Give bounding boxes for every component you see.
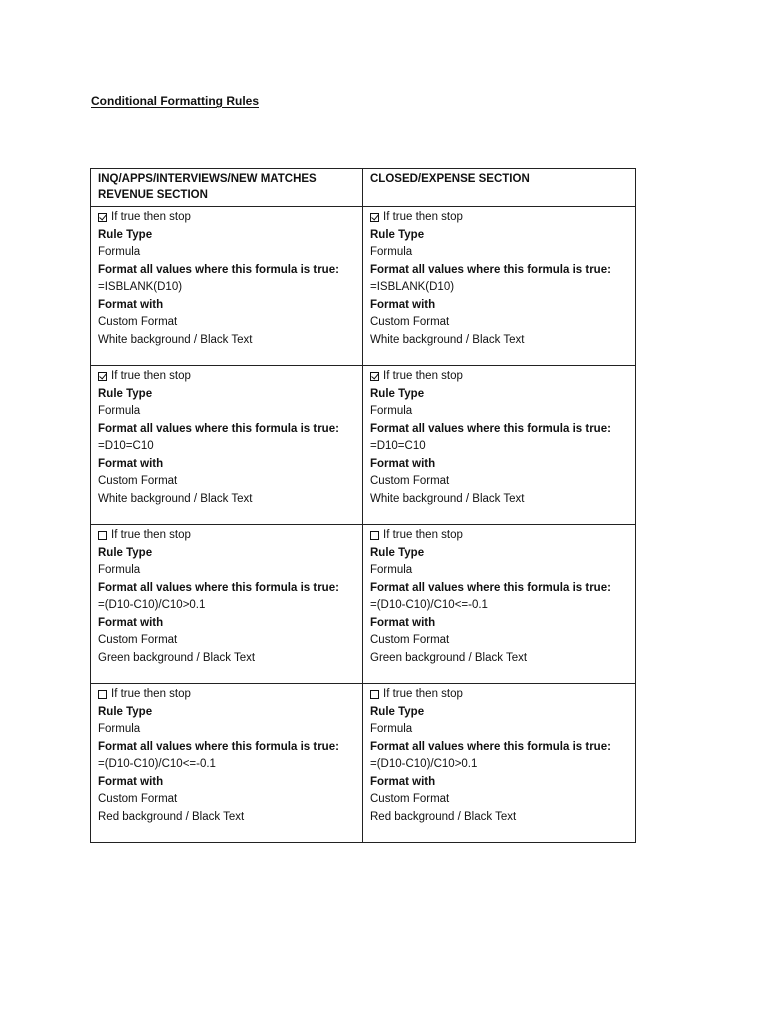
rule-cell-expense [363, 684, 636, 843]
formula-value: =D10=C10 [98, 440, 154, 452]
stop-if-true-label: If true then stop [383, 529, 463, 541]
format-type-value: Custom Format [370, 793, 450, 805]
stop-if-true-option [98, 209, 356, 227]
rule-type-value: Formula [98, 723, 141, 735]
formula-value: =(D10-C10)/C10>0.1 [370, 758, 478, 770]
rule-type-value: Formula [370, 723, 413, 735]
format-description: Red background / Black Text [98, 810, 245, 823]
checkbox-checked-icon [98, 213, 107, 222]
format-description: White background / Black Text [98, 492, 253, 505]
table-header-row [91, 169, 636, 207]
format-description: Green background / Black Text [98, 651, 256, 664]
rule-cell-expense [363, 207, 636, 366]
format-description: Green background / Black Text [370, 651, 528, 664]
rules-table-body [91, 207, 636, 843]
checkbox-checked-icon [370, 372, 379, 381]
format-description: White background / Black Text [370, 492, 525, 505]
rule-type-label: Rule Type [370, 705, 425, 718]
rule-type-label: Rule Type [370, 546, 425, 559]
stop-if-true-option [98, 368, 356, 386]
formula-label: Format all values where this formula is true: [370, 422, 611, 435]
rule-type-value: Formula [370, 405, 413, 417]
format-with-label: Format with [370, 616, 436, 629]
stop-if-true-label: If true then stop [383, 211, 463, 223]
formula-value: =(D10-C10)/C10<=-0.1 [98, 758, 216, 770]
stop-if-true-label: If true then stop [111, 211, 191, 223]
format-type-value: Custom Format [370, 316, 450, 328]
format-with-label: Format with [98, 616, 164, 629]
rule-cell-revenue [91, 207, 363, 366]
formula-value: =(D10-C10)/C10<=-0.1 [370, 599, 488, 611]
format-with-label: Format with [98, 298, 164, 311]
formula-label: Format all values where this formula is true: [98, 263, 339, 276]
rule-type-value: Formula [370, 564, 413, 576]
stop-if-true-option [370, 209, 629, 227]
formula-value: =ISBLANK(D10) [370, 281, 455, 293]
rule-type-value: Formula [98, 246, 141, 258]
format-description: White background / Black Text [98, 333, 253, 346]
stop-if-true-option [98, 527, 356, 545]
formula-label: Format all values where this formula is true: [98, 581, 339, 594]
rule-cell-expense [363, 525, 636, 684]
formula-value: =ISBLANK(D10) [98, 281, 183, 293]
stop-if-true-option [98, 686, 356, 704]
stop-if-true-label: If true then stop [383, 370, 463, 382]
stop-if-true-option [370, 686, 629, 704]
formula-value: =(D10-C10)/C10>0.1 [98, 599, 206, 611]
format-type-value: Custom Format [98, 634, 178, 646]
formula-label: Format all values where this formula is true: [370, 581, 611, 594]
rules-table [90, 168, 636, 843]
rule-type-label: Rule Type [98, 228, 153, 241]
format-type-value: Custom Format [98, 475, 178, 487]
rule-cell-revenue [91, 525, 363, 684]
header-revenue-section: INQ/APPS/INTERVIEWS/NEW MATCHES REVENUE SECTION [91, 169, 363, 207]
formula-label: Format all values where this formula is true: [370, 740, 611, 753]
table-row [91, 525, 636, 684]
checkbox-checked-icon [370, 213, 379, 222]
format-with-label: Format with [370, 298, 436, 311]
format-with-label: Format with [370, 457, 436, 470]
rule-cell-revenue [91, 366, 363, 525]
rule-cell-revenue [91, 684, 363, 843]
stop-if-true-option [370, 527, 629, 545]
stop-if-true-option [370, 368, 629, 386]
table-row [91, 207, 636, 366]
rule-type-value: Formula [98, 564, 141, 576]
stop-if-true-label: If true then stop [111, 529, 191, 541]
checkbox-empty-icon [98, 531, 107, 540]
rule-type-label: Rule Type [370, 228, 425, 241]
format-type-value: Custom Format [370, 475, 450, 487]
header-expense-section: CLOSED/EXPENSE SECTION [363, 169, 636, 207]
table-row [91, 684, 636, 843]
format-type-value: Custom Format [98, 316, 178, 328]
rule-type-value: Formula [98, 405, 141, 417]
formula-label: Format all values where this formula is true: [98, 740, 339, 753]
rule-type-label: Rule Type [370, 387, 425, 400]
stop-if-true-label: If true then stop [111, 370, 191, 382]
checkbox-empty-icon [370, 690, 379, 699]
format-description: Red background / Black Text [370, 810, 517, 823]
stop-if-true-label: If true then stop [383, 688, 463, 700]
format-with-label: Format with [98, 775, 164, 788]
format-type-value: Custom Format [98, 793, 178, 805]
format-type-value: Custom Format [370, 634, 450, 646]
format-with-label: Format with [98, 457, 164, 470]
table-row [91, 366, 636, 525]
rule-type-label: Rule Type [98, 387, 153, 400]
rule-type-label: Rule Type [98, 546, 153, 559]
format-description: White background / Black Text [370, 333, 525, 346]
stop-if-true-label: If true then stop [111, 688, 191, 700]
checkbox-checked-icon [98, 372, 107, 381]
document-title: Conditional Formatting Rules [91, 94, 259, 108]
formula-label: Format all values where this formula is true: [370, 263, 611, 276]
rule-type-value: Formula [370, 246, 413, 258]
rule-cell-expense [363, 366, 636, 525]
formula-value: =D10=C10 [370, 440, 426, 452]
formula-label: Format all values where this formula is true: [98, 422, 339, 435]
checkbox-empty-icon [370, 531, 379, 540]
format-with-label: Format with [370, 775, 436, 788]
rule-type-label: Rule Type [98, 705, 153, 718]
checkbox-empty-icon [98, 690, 107, 699]
